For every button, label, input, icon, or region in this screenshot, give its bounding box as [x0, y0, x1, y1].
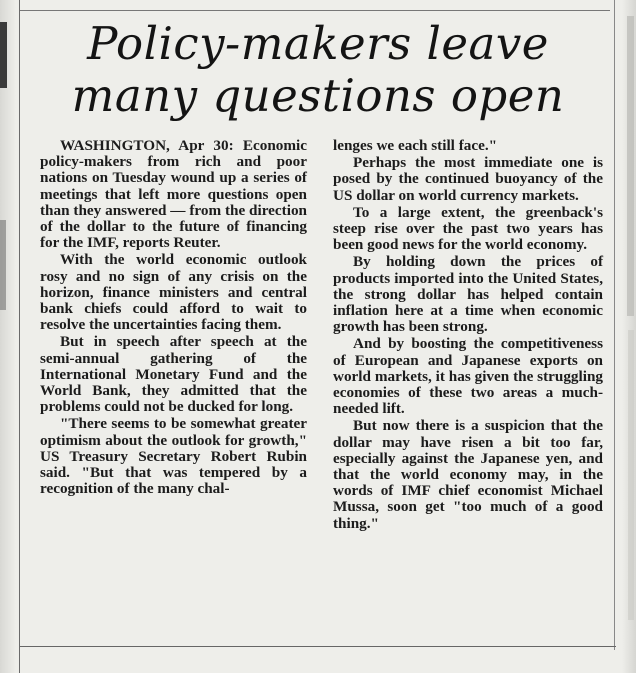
paragraph: But in speech after speech at the semi-annual gathering of the International Monetary Fund and the World Bank, they admitted that the problems could not be ducked for long.: [40, 333, 307, 416]
scan-shadow: [0, 22, 7, 88]
paragraph: And by boosting the competitiveness of European and Japanese exports on world markets, it has given the struggling economies of these two areas a much-needed lift.: [333, 335, 603, 418]
scan-shadow: [0, 220, 6, 310]
paragraph: Perhaps the most immediate one is posed by the continued buoyancy of the US dollar on world currency markets.: [333, 154, 603, 204]
headline-line-1: Policy-makers leave: [87, 17, 549, 70]
paragraph: To a large extent, the greenback's steep rise over the past two years has been good news for the world economy.: [333, 203, 603, 254]
headline: [20, 18, 616, 122]
scan-shadow: [628, 330, 634, 620]
paragraph: "There seems to be somewhat greater optimism about the outlook for growth," US Treasury Secretary Robert Rubin said. "But that was tempered by a recognition of the many chal-: [40, 415, 307, 498]
right-margin-scan-edge: [622, 0, 636, 673]
bottom-rule: [20, 646, 616, 647]
paragraph: But now there is a suspicion that the dollar may have risen a bit too far, especially against the Japanese yen, and that the world economy may, in the words of IMF chief economist Michael Mussa, soon get "too much of a good thing.": [333, 417, 603, 532]
article-column-2: [333, 138, 603, 533]
top-rule: [20, 10, 610, 11]
scan-shadow: [627, 16, 634, 316]
headline-line-2: many questions open: [71, 69, 565, 122]
paragraph: WASHINGTON, Apr 30: Economic policy-makers from rich and poor nations on Tuesday wound up a series of meetings that left more questions open than they answered — from the direction of the dollar to the future of financing for the IMF, reports Reuter.: [40, 137, 307, 252]
paragraph: With the world economic outlook rosy and no sign of any crisis on the horizon, finance ministers and central bank chiefs could afford to wait to resolve the uncertainties facing them.: [40, 251, 307, 334]
paragraph: By holding down the prices of products imported into the United States, the strong dollar has helped contain inflation here at a time when economic growth has been strong.: [333, 253, 603, 336]
left-margin-scan-edge: [0, 0, 16, 673]
article-column-1: [40, 138, 307, 498]
paragraph: lenges we each still face.": [333, 137, 498, 154]
